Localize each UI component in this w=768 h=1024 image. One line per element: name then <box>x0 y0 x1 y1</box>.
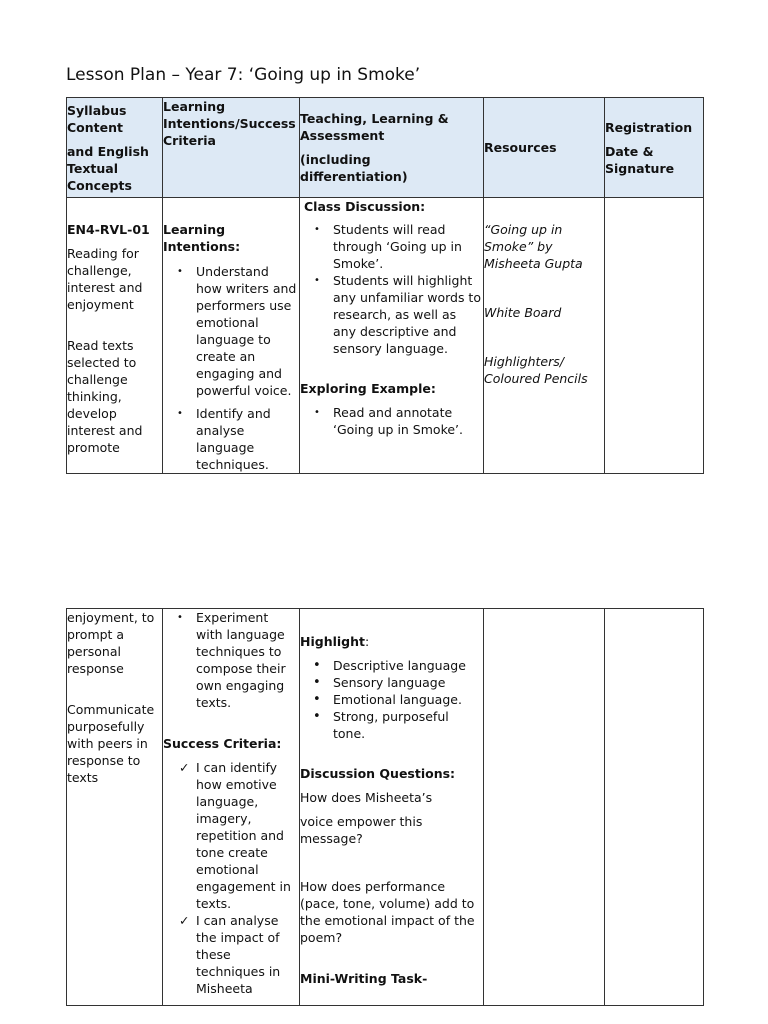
header-syllabus <box>67 98 163 198</box>
class-discussion-heading: Class Discussion: <box>304 199 426 214</box>
discussion-question: How does Misheeta’s <box>300 790 433 805</box>
discussion-questions-heading: Discussion Questions: <box>300 766 456 781</box>
learning-intentions-list <box>163 609 297 711</box>
highlight-colon: : <box>364 634 370 649</box>
discussion-question: How does performance (pace, tone, volume) add to the emotional impact of the poem? <box>300 879 475 945</box>
header-teaching-line2: (including differentiation) <box>300 152 408 184</box>
discussion-question: voice empower this message? <box>300 814 423 846</box>
registration-cell <box>605 609 704 1006</box>
resource-item: White Board <box>484 305 562 320</box>
syllabus-paragraph: Reading for challenge, interest and enjoyment <box>67 246 143 312</box>
header-registration-line2: Date & Signature <box>605 143 675 176</box>
syllabus-paragraph: Read texts selected to challenge thinking, develop interest and promote <box>67 338 143 455</box>
success-criteria-list <box>163 759 297 997</box>
syllabus-cell <box>67 198 163 474</box>
highlight-list <box>300 657 481 742</box>
list-item: • Understand how writers and performers use emotional language to create an engaging and powerful voice. <box>163 263 297 399</box>
list-item: ✓ I can identify how emotive language, imagery, repetition and tone create emotional engagement in texts. <box>163 759 297 912</box>
list-item: • Descriptive language <box>300 657 481 674</box>
list-item: • Students will highlight any unfamiliar words to research, as well as any descriptive and sensory language. <box>300 272 481 357</box>
resources-cell <box>484 609 605 1006</box>
teaching-cell <box>300 609 484 1006</box>
exploring-example-list <box>300 404 481 438</box>
resources-cell <box>484 198 605 474</box>
header-resources-text: Resources <box>484 140 557 155</box>
header-syllabus-line1: Syllabus Content <box>67 102 127 135</box>
list-item: • Read and annotate ‘Going up in Smoke’. <box>300 404 481 438</box>
syllabus-code: EN4-RVL-01 <box>67 222 150 237</box>
teaching-cell <box>300 198 484 474</box>
highlight-heading: Highlight <box>300 634 365 649</box>
list-item: • Students will read through ‘Going up in Smoke’. <box>300 221 481 272</box>
syllabus-paragraph: Communicate purposefully with peers in response to texts <box>67 702 155 785</box>
exploring-example-heading: Exploring Example: <box>300 381 436 396</box>
learning-cell <box>163 609 300 1006</box>
list-item: • Experiment with language techniques to compose their own engaging texts. <box>163 609 297 711</box>
success-criteria-heading: Success Criteria: <box>163 736 282 751</box>
lesson-plan-table-continued <box>66 608 704 1006</box>
resource-item: Highlighters/ Coloured Pencils <box>484 354 588 386</box>
list-item: • Strong, purposeful tone. <box>300 708 481 742</box>
lesson-plan-table <box>66 97 704 474</box>
learning-cell <box>163 198 300 474</box>
header-registration <box>605 98 704 198</box>
table-row <box>67 609 704 1006</box>
learning-intentions-list <box>163 263 297 473</box>
header-resources <box>484 98 605 198</box>
list-item: ✓ I can analyse the impact of these techniques in Misheeta <box>163 912 297 997</box>
header-teaching <box>300 98 484 198</box>
header-registration-line1: Registration <box>605 119 693 135</box>
mini-writing-task-heading: Mini-Writing Task- <box>300 971 428 986</box>
table-row <box>67 198 704 474</box>
page-title: Lesson Plan – Year 7: ‘Going up in Smoke’ <box>66 65 421 85</box>
header-syllabus-line2: and English Textual Concepts <box>67 143 149 193</box>
table-header-row <box>67 98 704 198</box>
syllabus-cell <box>67 609 163 1006</box>
resource-item: “Going up in Smoke” by Misheeta Gupta <box>484 222 583 271</box>
class-discussion-list <box>300 221 481 357</box>
list-item: • Identify and analyse language techniques. <box>163 405 297 473</box>
header-learning <box>163 98 300 198</box>
header-learning-text: Learning Intentions/Success Criteria <box>163 99 296 148</box>
learning-intentions-heading: Learning Intentions: <box>163 222 241 254</box>
registration-cell <box>605 198 704 474</box>
syllabus-paragraph: enjoyment, to prompt a personal response <box>67 610 155 676</box>
list-item: • Emotional language. <box>300 691 481 708</box>
list-item: • Sensory language <box>300 674 481 691</box>
header-teaching-line1: Teaching, Learning & Assessment <box>300 111 449 143</box>
